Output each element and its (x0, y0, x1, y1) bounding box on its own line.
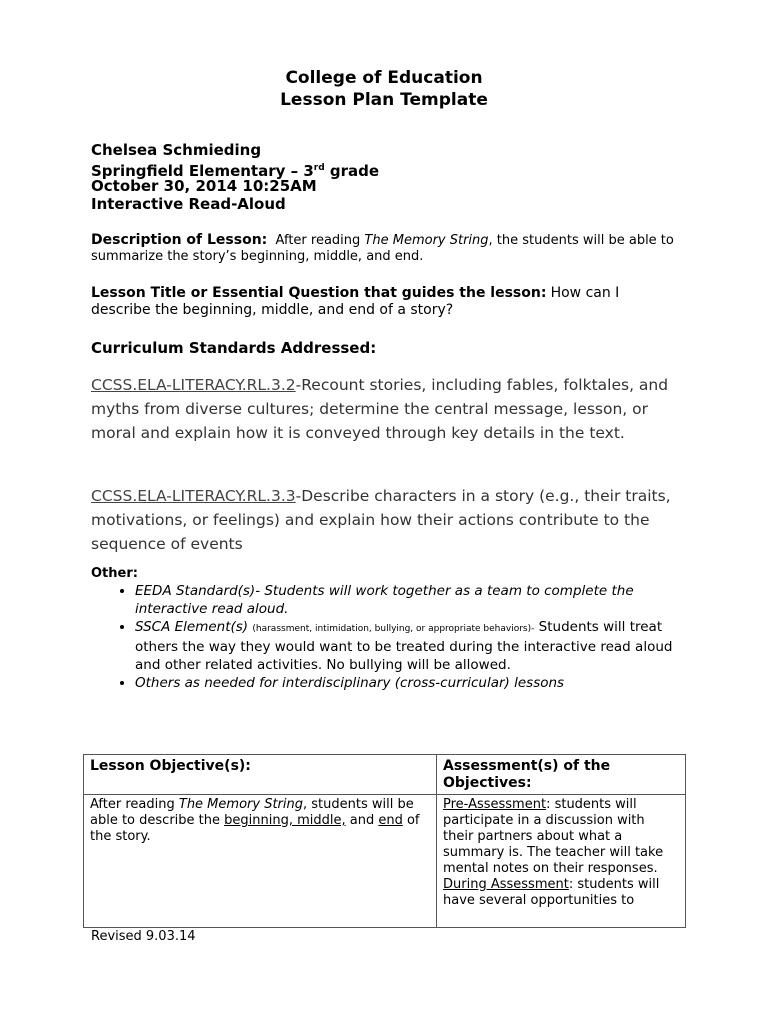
standard-code-link[interactable]: CCSS.ELA-LITERACY.RL.3.2 (91, 376, 296, 394)
doc-subtitle: Lesson Plan Template (280, 90, 488, 110)
lesson-datetime: October 30, 2014 10:25AM (91, 177, 317, 195)
table-row (84, 795, 686, 928)
list-item: • SSCA Element(s) (harassment, intimidation, bullying, or appropriate behaviors)- Students will treat others the way they would want to be treated during the interactive read aloud and other related activities. No bullying will be allowed. (135, 618, 695, 674)
list-item: • Others as needed for interdisciplinary (cross-curricular) lessons (135, 674, 695, 692)
lesson-description: Description of Lesson: After reading The Memory String, the students will be able to summarize the story’s beginning, middle, and end. (91, 232, 674, 264)
teacher-name: Chelsea Schmieding (91, 141, 262, 159)
objective-cell: After reading The Memory String, students will be able to describe the beginning, middle, and end of the story. (84, 795, 437, 928)
objective-header: Lesson Objective(s): (84, 755, 437, 795)
essential-question-label: Lesson Title or Essential Question that guides the lesson: (91, 285, 547, 301)
standards-heading: Curriculum Standards Addressed: (91, 339, 377, 357)
standard-rl-3-2: CCSS.ELA-LITERACY.RL.3.2-Recount stories, including fables, folktales, and myths from diverse cultures; determine the central message, lesson, or moral and explain how it is conveyed through key details in the text. (91, 376, 669, 442)
school-grade: Springfield Elementary – 3rd grade (91, 162, 380, 180)
objectives-table (83, 754, 686, 928)
revision-footer: Revised 9.03.14 (91, 929, 196, 944)
other-standards-list (113, 582, 695, 692)
essential-question: Lesson Title or Essential Question that guides the lesson: How can I describe the beginning, middle, and end of a story? (91, 285, 620, 318)
list-item: • EEDA Standard(s)- Students will work together as a team to complete the interactive read aloud. (135, 582, 695, 618)
standard-code-link[interactable]: CCSS.ELA-LITERACY.RL.3.3 (91, 487, 296, 505)
description-label: Description of Lesson: (91, 232, 268, 248)
assessment-cell: Pre-Assessment: students will participate in a discussion with their partners about what a summary is. The teacher will take mental notes on their responses. During Assessment: students will have several opportunities to (437, 795, 686, 928)
lesson-type: Interactive Read-Aloud (91, 195, 286, 213)
other-label: Other: (91, 566, 138, 581)
table-row (84, 755, 686, 795)
doc-title: College of Education (285, 68, 483, 88)
standard-rl-3-3: CCSS.ELA-LITERACY.RL.3.3-Describe characters in a story (e.g., their traits, motivations, or feelings) and explain how their actions contribute to the sequence of events (91, 487, 671, 553)
assessment-header: Assessment(s) of the Objectives: (437, 755, 686, 795)
